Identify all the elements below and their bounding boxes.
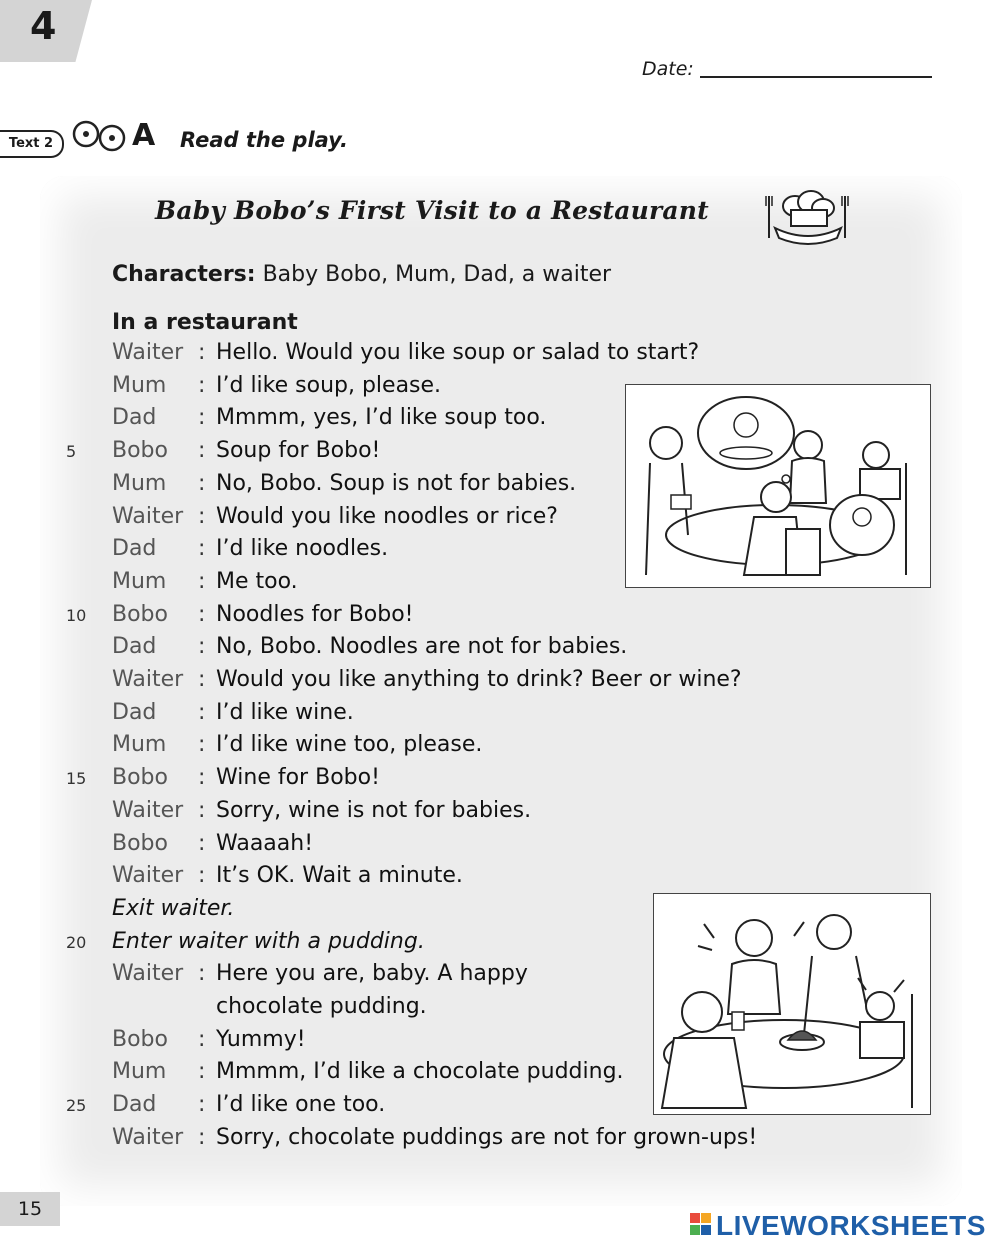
line-number: 15 [66,769,87,789]
speaker-name: Bobo [112,830,168,856]
speaker-colon: : [198,961,206,987]
date-label: Date: [642,58,694,80]
scene-heading: In a restaurant [112,310,298,335]
brand-name: LIVEWORKSHEETS [716,1210,986,1241]
speaker-name: Waiter [112,667,184,692]
dialogue-text: No, Bobo. Noodles are not for babies. [216,634,628,660]
dialogue-text: Sorry, chocolate puddings are not for grown-ups! [216,1124,758,1150]
speaker-name: Bobo [112,765,168,791]
dialogue-text: I’d like one too. [216,1092,386,1118]
dialogue-line [0,700,1000,732]
characters-label: Characters: [112,262,256,287]
dialogue-text: I’d like soup, please. [216,372,442,398]
dialogue-text: I’d like noodles. [216,536,389,562]
dialogue-text: Me too. [216,568,298,594]
line-number: 10 [66,605,87,625]
dialogue-line [0,1125,1000,1157]
speaker-name: Waiter [112,797,184,823]
dialogue-text: Wine for Bobo! [216,765,380,791]
dialogue-line [0,765,1000,797]
dialogue-text: Noodles for Bobo! [216,601,414,627]
dialogue-text: Here you are, baby. A happy [216,961,528,987]
dialogue-text: Sorry, wine is not for babies. [216,797,532,823]
characters-line [112,262,611,287]
stage-direction: Enter waiter with a pudding. [112,928,425,954]
speaker-name: Mum [112,372,167,398]
speaker-name: Bobo [112,438,168,464]
speaker-colon: : [198,1026,206,1052]
speaker-colon: : [198,372,206,398]
dialogue-text: I’d like wine. [216,699,354,725]
liveworksheets-logo-icon [690,1213,712,1237]
speaker-name: Dad [112,405,157,431]
play-title: Baby Bobo’s First Visit to a Restaurant [155,196,709,225]
speaker-name: Mum [112,1059,167,1085]
speaker-name: Mum [112,732,167,758]
speaker-name: Waiter [112,1124,184,1150]
audio-cd-icon[interactable] [72,120,128,154]
dialogue-text: Mmmm, I’d like a chocolate pudding. [216,1059,624,1085]
speaker-name: Waiter [112,961,184,987]
dialogue-text: Yummy! [216,1026,306,1052]
speaker-colon: : [198,797,206,823]
stage-direction: Exit waiter. [112,895,235,921]
activity-letter: A [132,118,156,153]
speaker-colon: : [198,470,206,496]
dialogue-text: Would you like noodles or rice? [216,503,558,529]
chef-hat-icon [765,188,851,246]
speaker-name: Mum [112,470,167,496]
dialogue-line [0,863,1000,895]
speaker-colon: : [198,503,206,529]
speaker-colon: : [198,830,206,856]
speaker-colon: : [198,438,206,464]
speaker-name: Dad [112,536,157,562]
unit-number: 4 [30,4,57,48]
speaker-colon: : [198,1092,206,1118]
dialogue-text: Soup for Bobo! [216,438,381,464]
dialogue-text: It’s OK. Wait a minute. [216,863,463,889]
speaker-name: Mum [112,568,167,594]
speaker-name: Waiter [112,503,184,529]
date-input-line[interactable] [700,76,932,78]
speaker-colon: : [198,405,206,431]
brand-wordmark [716,1210,986,1242]
dialogue-text: I’d like wine too, please. [216,732,483,758]
page-number: 15 [0,1192,60,1226]
dialogue-text: Would you like anything to drink? Beer or wine? [216,667,742,692]
speaker-name: Bobo [112,601,168,627]
dialogue-text: Waaaah! [216,830,314,856]
speaker-colon: : [198,536,206,562]
pudding-celebration-illustration [653,893,931,1115]
speaker-name: Dad [112,1092,157,1118]
line-number: 20 [66,932,87,952]
dialogue-text: Mmmm, yes, I’d like soup too. [216,405,547,431]
speaker-colon: : [198,863,206,889]
dialogue-line [0,634,1000,666]
speaker-name: Bobo [112,1026,168,1052]
dialogue-line [0,798,1000,830]
speaker-colon: : [198,634,206,660]
text-tag: Text 2 [0,130,64,158]
speaker-colon: : [198,667,206,692]
speaker-colon: : [198,568,206,594]
line-number: 25 [66,1096,87,1116]
speaker-colon: : [198,1124,206,1150]
instruction: Read the play. [180,128,348,152]
dialogue-text: No, Bobo. Soup is not for babies. [216,470,577,496]
speaker-colon: : [198,340,206,365]
speaker-colon: : [198,765,206,791]
dialogue-line [0,831,1000,863]
dialogue-line [0,602,1000,634]
speaker-name: Waiter [112,863,184,889]
speaker-colon: : [198,601,206,627]
dialogue-text: chocolate pudding. [216,994,427,1019]
dialogue-line [0,340,1000,372]
dialogue-line [0,667,1000,699]
speaker-colon: : [198,1059,206,1085]
line-number: 5 [66,442,77,462]
dialogue-line [0,732,1000,764]
dialogue-text: Hello. Would you like soup or salad to start? [216,340,700,365]
speaker-name: Dad [112,634,157,660]
speaker-name: Waiter [112,340,184,365]
restaurant-table-illustration [625,384,931,588]
characters-list: Baby Bobo, Mum, Dad, a waiter [262,262,612,287]
speaker-colon: : [198,732,206,758]
speaker-colon: : [198,699,206,725]
speaker-name: Dad [112,699,157,725]
